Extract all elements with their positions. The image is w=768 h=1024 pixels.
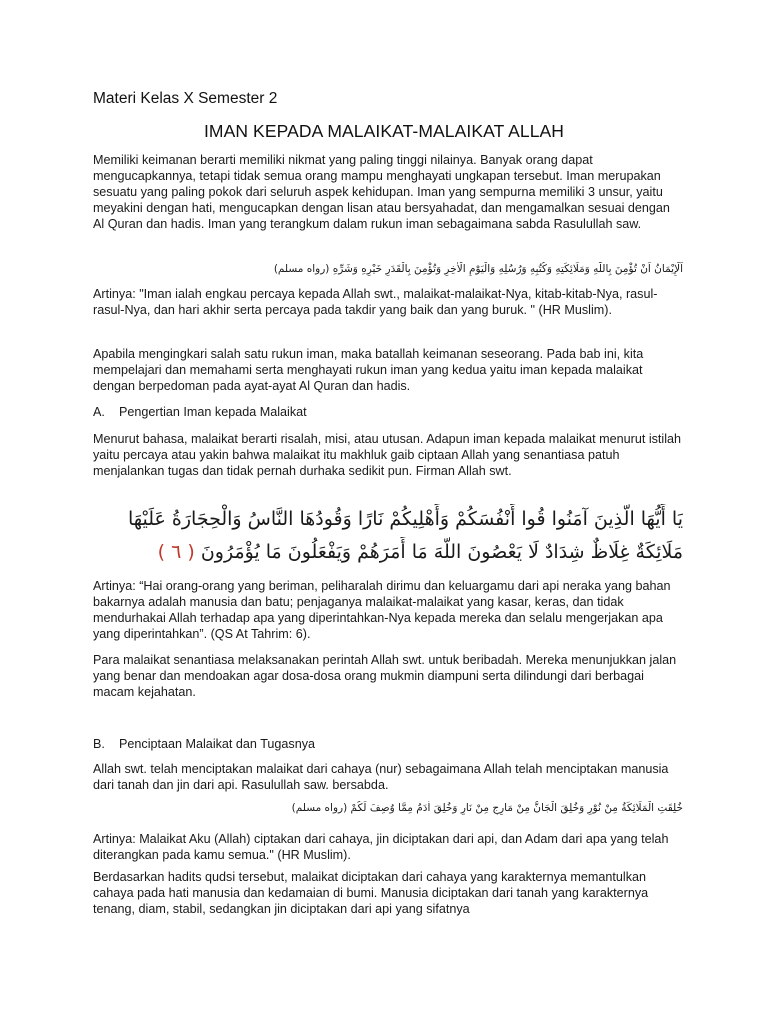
- intro-paragraph: Memiliki keimanan berarti memiliki nikmat yang paling tinggi nilainya. Banyak orang dapat mengucapkannya, tetapi tidak semua orang mampu menghayati ungkapan tersebut. Iman merupakan sesuatu yang paling pokok dari seluruh aspek kehidupan. Iman yang sempurna memiliki 3 unsur, yaitu meyakini dengan hati, mengucapkan dengan lisan atau bersyahadat, dan mengamalkan sesuai dengan Al Quran dan hadis. Iman yang terangkum dalam rukun iman sebagaimana sabda Rasulullah saw.: [93, 153, 670, 231]
- section-a-body: Menurut bahasa, malaikat berarti risalah, misi, atau utusan. Adapun iman kepada malaikat menurut istilah yaitu percaya atau yakin bahwa malaikat itu makhluk gaib ciptaan Allah yang senantiasa patuh menjalankan tugas dan tidak pernah durhaka sedikit pun. Firman Allah swt.: [93, 432, 682, 478]
- section-a-heading: [93, 404, 683, 420]
- rukun-iman-paragraph: Apabila mengingkari salah satu rukun iman, maka batallah keimanan seseorang. Pada bab ini, kita mempelajari dan memahami serta menghayati rukun iman yang kedua yaitu iman kepada malaikat dengan berpedoman pada ayat-ayat Al Quran dan hadis.: [93, 347, 644, 393]
- ayat-translation: Artinya: “Hai orang-orang yang beriman, peliharalah dirimu dan keluargamu dari api neraka yang bahan bakarnya adalah manusia dan batu; penjaganya malaikat-malaikat yang kasar, keras, dan tidak mendurhakai Allah terhadap apa yang diperintahkan-Nya kepada mereka dan selalu mengerjakan apa yang diperintahkan”. (QS At Tahrim: 6).: [93, 579, 671, 641]
- hadith-arabic-iman: اَلْإِيْمَانُ اَنْ تُؤْمِنَ بِاللّٰهِ وَمَلَائِكَتِهِ وَكُتُبِهِ وَرُسُلِهِ وَالْيَوْمِ الْاٰخِرِ وَتُؤْمِنَ بِالْقَدَرِ خَيْرِهِ وَشَرِّهِ (رواه مسلم): [273, 263, 683, 275]
- malaikat-obey-paragraph: Para malaikat senantiasa melaksanakan perintah Allah swt. untuk beribadah. Mereka menunjukkan jalan yang benar dan mendoakan agar dosa-dosa orang mukmin diampuni serta dilindungi dari berbagai macam kejahatan.: [93, 653, 677, 699]
- section-b-body: Allah swt. telah menciptakan malaikat dari cahaya (nur) sebagaimana Allah telah menciptakan manusia dari tanah dan jin dari api. Rasulullah saw. bersabda.: [93, 762, 669, 792]
- hadith-arabic-creation: خُلِقَتِ الْمَلَائِكَةُ مِنْ نُوْرٍ وَخُلِقَ الْجَانُّ مِنْ مَارِجٍ مِنْ نَارٍ وَخُلِقَ اٰدَمُ مِمَّا وُصِفَ لَكُمْ (رواه مسلم): [291, 802, 683, 814]
- section-b-letter: B.: [93, 737, 105, 751]
- ayat-number: ( ٦ ): [157, 541, 195, 563]
- section-a-title: Pengertian Iman kepada Malaikat: [119, 405, 307, 419]
- document-subtitle: Materi Kelas X Semester 2: [93, 90, 278, 107]
- section-a-letter: A.: [93, 405, 105, 419]
- hadith-translation-iman: Artinya: "Iman ialah engkau percaya kepada Allah swt., malaikat-malaikat-Nya, kitab-kitab-Nya, rasul-rasul-Nya, dan hari akhir serta percaya pada takdir yang baik dan yang buruk. " (HR Muslim).: [93, 287, 658, 317]
- ayat-arabic-text: مَلَائِكَةٌ غِلَاظٌ شِدَادٌ لَا يَعْصُونَ اللَّهَ مَا أَمَرَهُمْ وَيَفْعَلُونَ مَا يُؤْمَرُونَ: [200, 541, 683, 563]
- section-b-title: Penciptaan Malaikat dan Tugasnya: [119, 737, 316, 751]
- closing-paragraph: Berdasarkan hadits qudsi tersebut, malaikat diciptakan dari cahaya yang karakternya memantulkan cahaya pada hati manusia dan kedamaian di bumi. Manusia diciptakan dari tanah yang karakternya tenang, diam, stabil, sedangkan jin diciptakan dari api yang sifatnya: [93, 870, 649, 916]
- ayat-arabic-line-2: [93, 537, 683, 567]
- hadith-translation-creation: Artinya: Malaikat Aku (Allah) ciptakan dari cahaya, jin diciptakan dari api, dan Adam dari apa yang telah diterangkan pada kamu semua." (HR Muslim).: [93, 832, 669, 862]
- ayat-arabic-line-1: يَا أَيُّهَا الَّذِينَ آمَنُوا قُوا أَنْفُسَكُمْ وَأَهْلِيكُمْ نَارًا وَقُودُهَا النَّاسُ وَالْحِجَارَةُ عَلَيْهَا: [127, 508, 683, 530]
- section-b-heading: [93, 736, 683, 752]
- document-title: IMAN KEPADA MALAIKAT-MALAIKAT ALLAH: [203, 121, 565, 141]
